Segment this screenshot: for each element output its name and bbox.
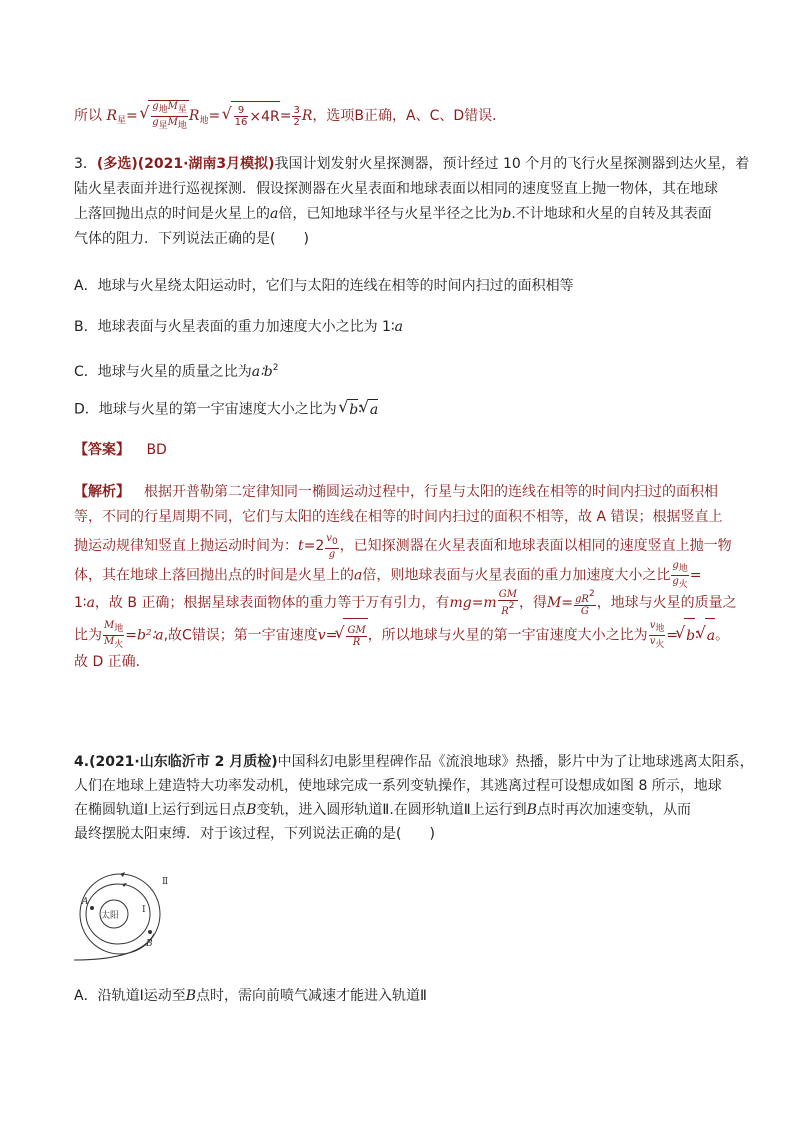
- q3-option-b[interactable]: [74, 317, 403, 337]
- q3-option-a-text: A．地球与火星绕太阳运动时，它们与太阳的连线在相等的时间内扫过的面积相等: [74, 278, 574, 294]
- analysis-l5-eq2: =: [561, 595, 574, 611]
- analysis-m-earth: M: [104, 620, 115, 631]
- analysis-m-mars: M: [104, 636, 115, 647]
- q4-option-a-text: A．沿轨道Ⅰ运动至: [74, 988, 186, 1004]
- f1-num-g: g: [152, 101, 159, 112]
- analysis-l5a: 1∶: [74, 595, 87, 611]
- q4-option-a[interactable]: [74, 986, 427, 1006]
- q4-line-2: [74, 775, 754, 799]
- q3-line-1: [74, 154, 749, 179]
- analysis-gm-fraction: [498, 589, 518, 617]
- q4-line3a: 在椭圆轨道Ⅰ上运行到远日点: [74, 802, 247, 818]
- analysis-v0: v: [326, 532, 332, 544]
- formula-eq3: =: [279, 108, 292, 124]
- analysis-v-fraction: [346, 625, 366, 648]
- label-a: A: [82, 897, 89, 907]
- analysis-mg: mg: [449, 595, 472, 611]
- q4-line2-text: 人们在地球上建造特大功率发动机，使地球完成一系列变轨操作，其逃离过程可设想成如图 8 所示，地球: [74, 778, 722, 794]
- formula-fraction-2: [234, 105, 249, 128]
- analysis-l2: 等，不同的行星周期不同，它们与太阳的连线在相等的时间内扫过的面积不相等，故 A 错误；根据竖直上: [74, 509, 723, 525]
- q4-var-b: B: [246, 802, 257, 818]
- q4-line3c: 点时再次加速变轨，从而: [536, 802, 691, 818]
- analysis-t: t: [298, 538, 304, 554]
- q3-option-c-text: C．地球与火星的质量之比为: [74, 364, 252, 380]
- analysis-g-ratio: [671, 560, 688, 591]
- label-orbit-ii: Ⅱ: [162, 877, 169, 887]
- q4-line-4: [74, 823, 754, 847]
- f1-num-g-sup: 地: [158, 105, 168, 115]
- f3-den: 2: [293, 116, 300, 128]
- formula-fraction-3: [292, 105, 300, 128]
- analysis-line-3: [74, 532, 737, 560]
- formula-sqrt-1: [148, 100, 189, 132]
- q3-tag: (多选): [96, 156, 138, 172]
- analysis-G: G: [580, 606, 589, 617]
- q3-line1-text: 我国计划发射火星探测器，预计经过 10 个月的飞行火星探测器到达火星，着: [274, 156, 750, 172]
- analysis-line-5: [74, 588, 737, 618]
- analysis-a: a: [706, 628, 716, 644]
- analysis-l6a: 比为: [74, 627, 102, 644]
- analysis-v-r: R: [352, 636, 361, 648]
- label-b: B: [146, 939, 153, 949]
- analysis-l5-eq: =: [471, 595, 484, 611]
- q3-option-c-sup: 2: [272, 363, 279, 373]
- orbit-diagram-svg: [70, 870, 190, 962]
- answer-value: BD: [146, 442, 167, 458]
- analysis-l7: 故 D 正确．: [74, 654, 150, 670]
- q3-line2-text: 陆火星表面并进行巡视探测．假设探测器在火星表面和地球表面以相同的速度竖直上抛一物体，其在地球: [74, 181, 718, 197]
- q3-line4-text: 气体的阻力．下列说法正确的是( ): [74, 231, 309, 247]
- q3-option-a[interactable]: [74, 276, 574, 296]
- analysis-sqrt-b: [684, 618, 695, 653]
- analysis-g-earth: g: [672, 560, 679, 571]
- q3-var-a: a: [270, 206, 279, 222]
- analysis-l4-eq: =: [689, 567, 702, 584]
- q3-line3b: 倍，已知地球半径与火星半径之比为: [278, 206, 503, 222]
- analysis-gm: GM: [498, 589, 517, 600]
- f1-den-m-sup: 地: [177, 121, 187, 131]
- q4-option-a-text2: 点时，需向前喷气减速才能进入轨道Ⅱ: [196, 988, 427, 1004]
- analysis-m-earth-sup: 地: [114, 624, 124, 634]
- point-b-dot: [148, 930, 152, 934]
- escape-trajectory: [74, 934, 154, 960]
- question-3: [74, 154, 749, 254]
- analysis-M: M: [546, 595, 562, 611]
- analysis-l5c: ，得: [518, 595, 547, 611]
- formula-fraction-1: [151, 101, 188, 132]
- q3-option-d-text: D．地球与火星的第一宇宙速度大小之比为: [74, 401, 337, 418]
- analysis-m: m: [483, 595, 497, 611]
- formula-r-end: R: [301, 108, 313, 124]
- top-formula-line: [74, 100, 506, 136]
- formula-r-earth: R: [188, 108, 200, 124]
- f2-num: √ 9: [234, 105, 249, 117]
- q3-option-d-a: a: [369, 402, 379, 418]
- formula-times-4r: ×4R: [249, 108, 280, 125]
- q3-option-c[interactable]: [74, 358, 278, 382]
- f1-den-g: g: [152, 117, 159, 128]
- formula-r-earth-sub: 地: [199, 116, 209, 126]
- analysis-v-earth: v: [649, 620, 656, 631]
- analysis-l6-eq2: =: [325, 627, 338, 644]
- analysis-l4-a: a: [354, 567, 363, 584]
- answer-label: 【答案】: [74, 442, 130, 458]
- analysis-line-7: [74, 652, 737, 677]
- analysis-l6-eq: =b²∶a: [125, 627, 164, 644]
- analysis-line-6: [74, 618, 737, 652]
- analysis-l4a: 体，其在地球上落回抛出点的时间是火星上的: [74, 567, 354, 584]
- analysis-v-ratio: [649, 620, 666, 651]
- orbit-diagram: [70, 870, 190, 962]
- analysis-r-sup: 2: [508, 601, 515, 611]
- analysis-b: b: [686, 628, 696, 644]
- q4-line4-text: 最终摆脱太阳束缚．对于该过程，下列说法正确的是( ): [74, 826, 435, 842]
- analysis-line-1: [74, 482, 737, 507]
- q4-line3b: 变轨，进入圆形轨道Ⅱ.在圆形轨道Ⅱ上运行到: [256, 802, 527, 818]
- analysis-l3a: 抛运动规律知竖直上抛运动时间为：: [74, 538, 298, 554]
- analysis-m-mars-sup: 火: [114, 640, 124, 650]
- analysis-l5b: ，故 B 正确；根据星球表面物体的重力等于万有引力，有: [94, 595, 450, 611]
- q3-source: (2021·湖南3月模拟): [137, 156, 275, 172]
- q3-line-4: [74, 229, 749, 254]
- analysis-gr2-fraction: [574, 589, 596, 617]
- q4-option-a-b: B: [185, 988, 197, 1004]
- formula-eq: =: [126, 108, 138, 124]
- formula-lhs: R: [106, 108, 117, 124]
- answer-line: [74, 440, 167, 460]
- q4-line-1: [74, 751, 754, 775]
- analysis-gr: gR: [575, 594, 589, 605]
- analysis-line-2: [74, 507, 737, 532]
- analysis-l6-eq3: =: [666, 627, 679, 644]
- analysis-l3-eq: =2: [303, 538, 325, 554]
- analysis-t-fraction: [325, 533, 338, 560]
- analysis-line-4: [74, 560, 737, 588]
- q4-line1-text: 中国科幻电影里程碑作品《流浪地球》热播，影片中为了让地球逃离太阳系，: [277, 754, 754, 770]
- f3-num: 3: [293, 104, 300, 116]
- formula-lhs-sub: 星: [117, 116, 127, 126]
- analysis-v0-sub: 0: [331, 536, 338, 547]
- q4-var-b2: B: [526, 802, 537, 818]
- f1-den-g-sup: 星: [158, 121, 168, 131]
- q3-line3a: 上落回抛出点的时间是火星上的: [74, 206, 270, 222]
- analysis: [74, 482, 737, 677]
- analysis-l5-a: a: [86, 595, 95, 611]
- q4-source: (2021·山东临沂市 2 月质检): [89, 754, 278, 770]
- analysis-sqrt-a: [705, 618, 715, 653]
- analysis-v-earth-sup: 地: [655, 624, 665, 634]
- q3-line-2: [74, 179, 749, 204]
- formula-suffix: ，选项B正确，A、C、D错误．: [312, 108, 507, 124]
- label-orbit-i: Ⅰ: [142, 905, 146, 915]
- analysis-v-mars: v: [649, 636, 656, 647]
- f1-den-m: M: [167, 117, 178, 128]
- analysis-colon: ∶: [695, 627, 699, 644]
- analysis-l6-end: 。: [715, 627, 730, 644]
- q3-number: 3．: [74, 156, 97, 172]
- analysis-g: g: [328, 548, 336, 560]
- f1-num-m-sup: 星: [177, 105, 187, 115]
- q3-option-c-var: a∶b: [251, 364, 273, 380]
- analysis-l3b: ，已知探测器在火星表面和地球表面以相同的速度竖直上抛一物: [339, 538, 732, 554]
- analysis-g-mars-sup: 火: [678, 580, 688, 590]
- q3-option-d-sqrt-a: [368, 399, 378, 420]
- q4-line-3: [74, 799, 754, 823]
- analysis-l4b: 倍，则地球表面与火星表面的重力加速度大小之比: [362, 567, 671, 584]
- analysis-r: R: [501, 606, 509, 617]
- formula-sqrt-2: [231, 101, 280, 132]
- q4-number: 4.: [74, 754, 90, 770]
- q3-option-b-text: B．地球表面与火星表面的重力加速度大小之比为 1∶: [74, 319, 395, 335]
- q3-option-d[interactable]: [74, 399, 378, 420]
- analysis-mass-ratio: [103, 620, 124, 651]
- analysis-v-mars-sup: 火: [655, 640, 665, 650]
- q3-option-d-b: b: [349, 402, 359, 418]
- f2-den: 16: [234, 117, 248, 128]
- q3-line3c: .不计地球和火星的自转及其表面: [511, 206, 712, 222]
- formula-eq2: =: [208, 108, 221, 124]
- analysis-gr-sup: 2: [588, 589, 595, 599]
- analysis-l6c: ，所以地球与火星的第一宇宙速度大小之比为: [367, 627, 648, 644]
- analysis-g-earth-sup: 地: [678, 564, 688, 574]
- analysis-g-mars: g: [672, 576, 679, 587]
- analysis-v-gm: √ GM: [347, 624, 366, 636]
- sun-label: 太阳: [101, 911, 120, 921]
- analysis-v-sqrt: [343, 618, 367, 653]
- analysis-l6b: ,故C错误；第一宇宙速度: [163, 627, 318, 644]
- q3-option-d-colon: ∶: [358, 401, 362, 418]
- point-a-dot: [90, 906, 94, 910]
- analysis-label: 【解析】: [74, 484, 130, 500]
- analysis-l5d: ，地球与火星的质量之: [596, 595, 737, 611]
- analysis-v: v: [317, 627, 326, 644]
- q3-option-d-sqrt-b: [347, 399, 358, 420]
- q3-line-3: [74, 204, 749, 229]
- analysis-l1: 根据开普勒第二定律知同一椭圆运动过程中，行星与太阳的连线在相等的时间内扫过的面积相: [144, 484, 718, 500]
- q3-option-b-var: a: [394, 319, 403, 335]
- f1-num-m: M: [167, 101, 178, 112]
- formula-prefix: 所以: [74, 108, 102, 124]
- question-4: [74, 751, 754, 847]
- q3-var-b: b: [502, 206, 512, 222]
